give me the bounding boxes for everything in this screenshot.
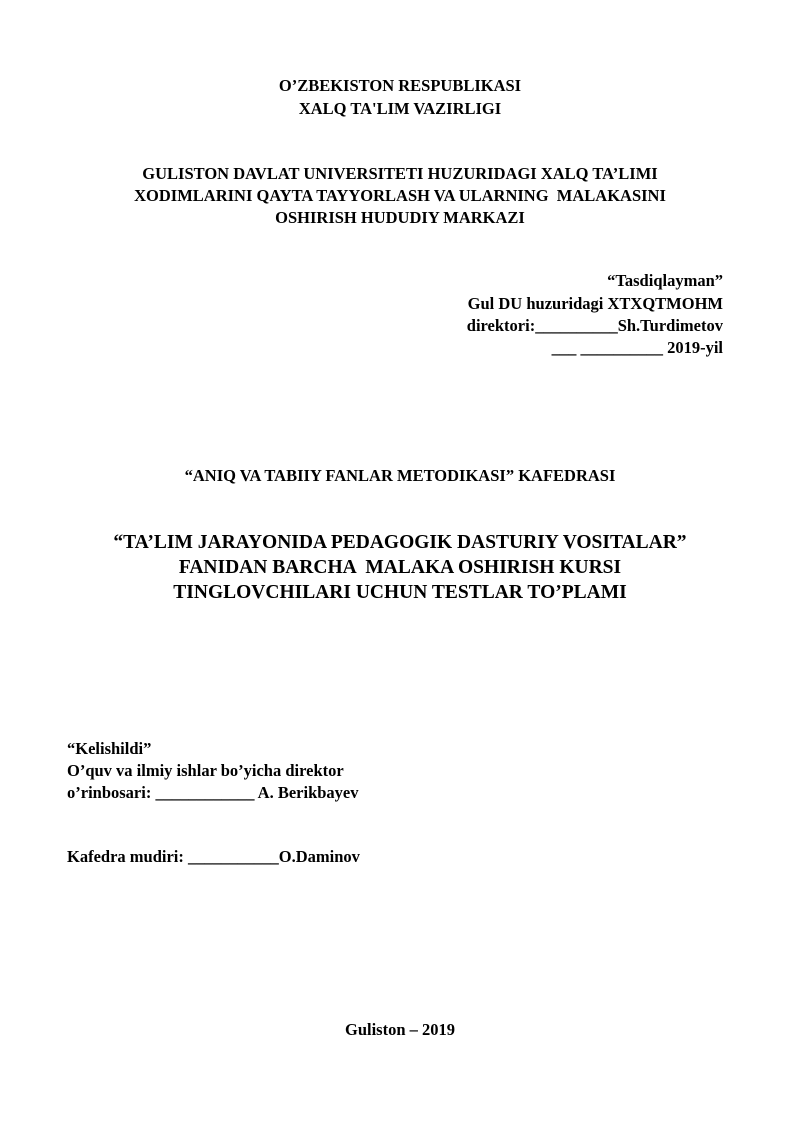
department-heading: “ANIQ VA TABIIY FANLAR METODIKASI” KAFEDRASI [184, 466, 616, 485]
agreement-position: O’quv va ilmiy ishlar bo’yicha direktor [67, 761, 344, 780]
republic-heading: O’ZBEKISTON RESPUBLIKASI [278, 76, 522, 95]
agreement-signature: o’rinbosari: ____________ A. Berikbayev [67, 783, 359, 802]
approval-title: “Tasdiqlayman” [607, 271, 723, 290]
approval-position: Gul DU huzuridagi XTXQTMOHM [467, 294, 723, 313]
approval-date: ___ __________ 2019-yil [551, 338, 723, 357]
institution-line-1: GULISTON DAVLAT UNIVERSITETI HUZURIDAGI XALQ TA’LIMI [142, 164, 658, 183]
institution-line-2: XODIMLARINI QAYTA TAYYORLASH VA ULARNING MALAKASINI [134, 186, 666, 205]
document-title-line-2: FANIDAN BARCHA MALAKA OSHIRISH KURSI [178, 557, 622, 578]
head-of-department-signature: Kafedra mudiri: ___________O.Daminov [67, 847, 360, 866]
institution-line-3: OSHIRISH HUDUDIY MARKAZI [275, 208, 525, 227]
approval-director: direktori:__________Sh.Turdimetov [466, 316, 723, 335]
footer-place-year: Guliston – 2019 [344, 1020, 456, 1039]
ministry-heading: XALQ TA'LIM VAZIRLIGI [298, 99, 502, 118]
document-title-line-3: TINGLOVCHILARI UCHUN TESTLAR TO’PLAMI [173, 582, 627, 603]
document-title-line-1: “TA’LIM JARAYONIDA PEDAGOGIK DASTURIY VOSITALAR” [113, 532, 687, 553]
agreement-title: “Kelishildi” [67, 739, 152, 758]
